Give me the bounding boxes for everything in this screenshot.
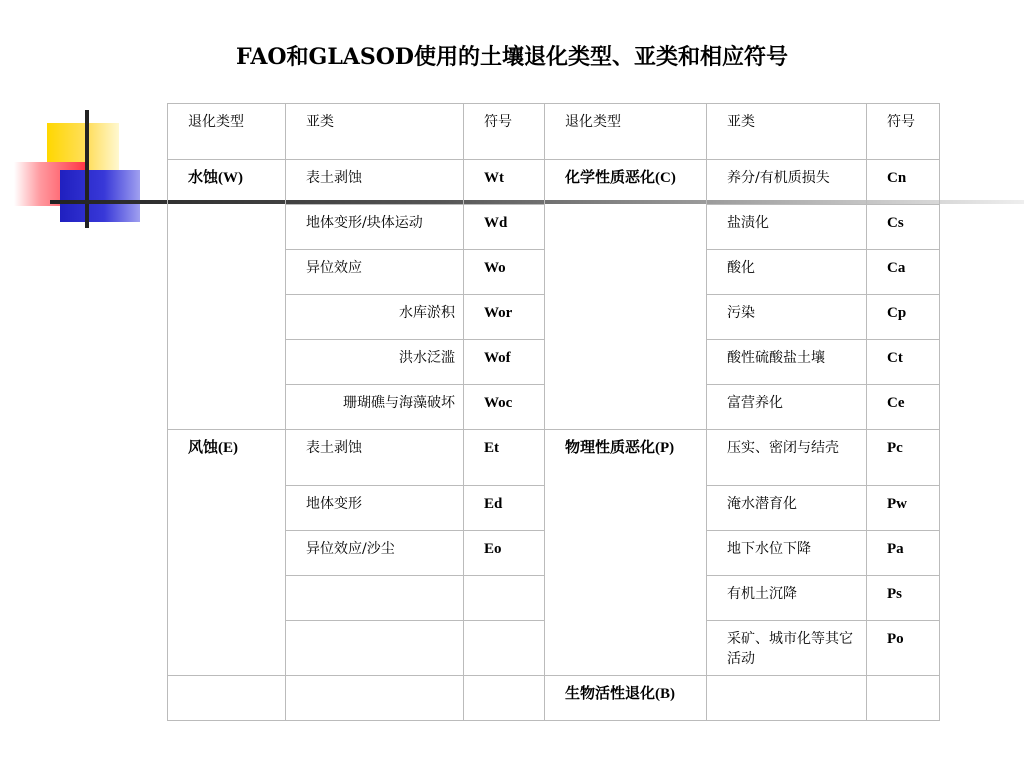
decorative-vertical-line [85, 110, 89, 228]
table-row [168, 676, 940, 721]
table-header-row [168, 104, 940, 160]
subtype-cell: 酸性硫酸盐土壤 [707, 340, 867, 385]
symbol-cell: Cn [867, 160, 940, 205]
header-subtype: 亚类 [286, 104, 464, 160]
symbol-cell: Cp [867, 295, 940, 340]
empty-cell [464, 621, 545, 676]
header-symbol: 符号 [867, 104, 940, 160]
subtype-cell: 异位效应/沙尘 [286, 531, 464, 576]
subtype-cell: 养分/有机质损失 [707, 160, 867, 205]
symbol-cell: Cs [867, 205, 940, 250]
subtype-cell: 水库淤积 [286, 295, 464, 340]
type-cell-biological: 生物活性退化(B) [545, 676, 707, 721]
subtype-cell: 有机土沉降 [707, 576, 867, 621]
subtype-cell: 盐渍化 [707, 205, 867, 250]
empty-cell [168, 676, 286, 721]
empty-cell [707, 676, 867, 721]
type-cell-physical: 物理性质恶化(P) [545, 430, 707, 676]
header-degradation-type: 退化类型 [168, 104, 286, 160]
symbol-cell: Ct [867, 340, 940, 385]
subtype-cell: 地体变形 [286, 486, 464, 531]
header-degradation-type: 退化类型 [545, 104, 707, 160]
empty-cell [867, 676, 940, 721]
symbol-cell: Eo [464, 531, 545, 576]
empty-cell [286, 576, 464, 621]
page-title: FAO和GLASOD使用的土壤退化类型、亚类和相应符号 [235, 44, 789, 70]
empty-cell [286, 621, 464, 676]
subtype-cell: 异位效应 [286, 250, 464, 295]
symbol-cell: Pw [867, 486, 940, 531]
symbol-cell: Et [464, 430, 545, 486]
symbol-cell: Woc [464, 385, 545, 430]
subtype-cell: 表土剥蚀 [286, 160, 464, 205]
subtype-cell: 酸化 [707, 250, 867, 295]
subtype-cell: 污染 [707, 295, 867, 340]
empty-cell [464, 676, 545, 721]
subtype-cell: 采矿、城市化等其它活动 [707, 621, 867, 676]
type-cell-water: 水蚀(W) [168, 160, 286, 430]
table-row [168, 430, 940, 486]
symbol-cell: Ed [464, 486, 545, 531]
symbol-cell: Wo [464, 250, 545, 295]
symbol-cell: Ce [867, 385, 940, 430]
symbol-cell: Pc [867, 430, 940, 486]
header-symbol: 符号 [464, 104, 545, 160]
symbol-cell: Wt [464, 160, 545, 205]
subtype-cell: 地体变形/块体运动 [286, 205, 464, 250]
subtype-cell: 地下水位下降 [707, 531, 867, 576]
type-cell-chemical: 化学性质恶化(C) [545, 160, 707, 430]
symbol-cell: Ps [867, 576, 940, 621]
subtype-cell: 珊瑚礁与海藻破坏 [286, 385, 464, 430]
subtype-cell: 压实、密闭与结壳 [707, 430, 867, 486]
empty-cell [286, 676, 464, 721]
symbol-cell: Pa [867, 531, 940, 576]
symbol-cell: Wof [464, 340, 545, 385]
subtype-cell: 淹水潜育化 [707, 486, 867, 531]
degradation-table [167, 103, 940, 721]
type-cell-wind: 风蚀(E) [168, 430, 286, 676]
table-row [168, 160, 940, 205]
subtype-cell: 洪水泛滥 [286, 340, 464, 385]
subtype-cell: 表土剥蚀 [286, 430, 464, 486]
subtype-cell: 富营养化 [707, 385, 867, 430]
empty-cell [464, 576, 545, 621]
symbol-cell: Wor [464, 295, 545, 340]
header-subtype: 亚类 [707, 104, 867, 160]
decorative-blue-square [60, 170, 140, 222]
symbol-cell: Po [867, 621, 940, 676]
symbol-cell: Ca [867, 250, 940, 295]
symbol-cell: Wd [464, 205, 545, 250]
